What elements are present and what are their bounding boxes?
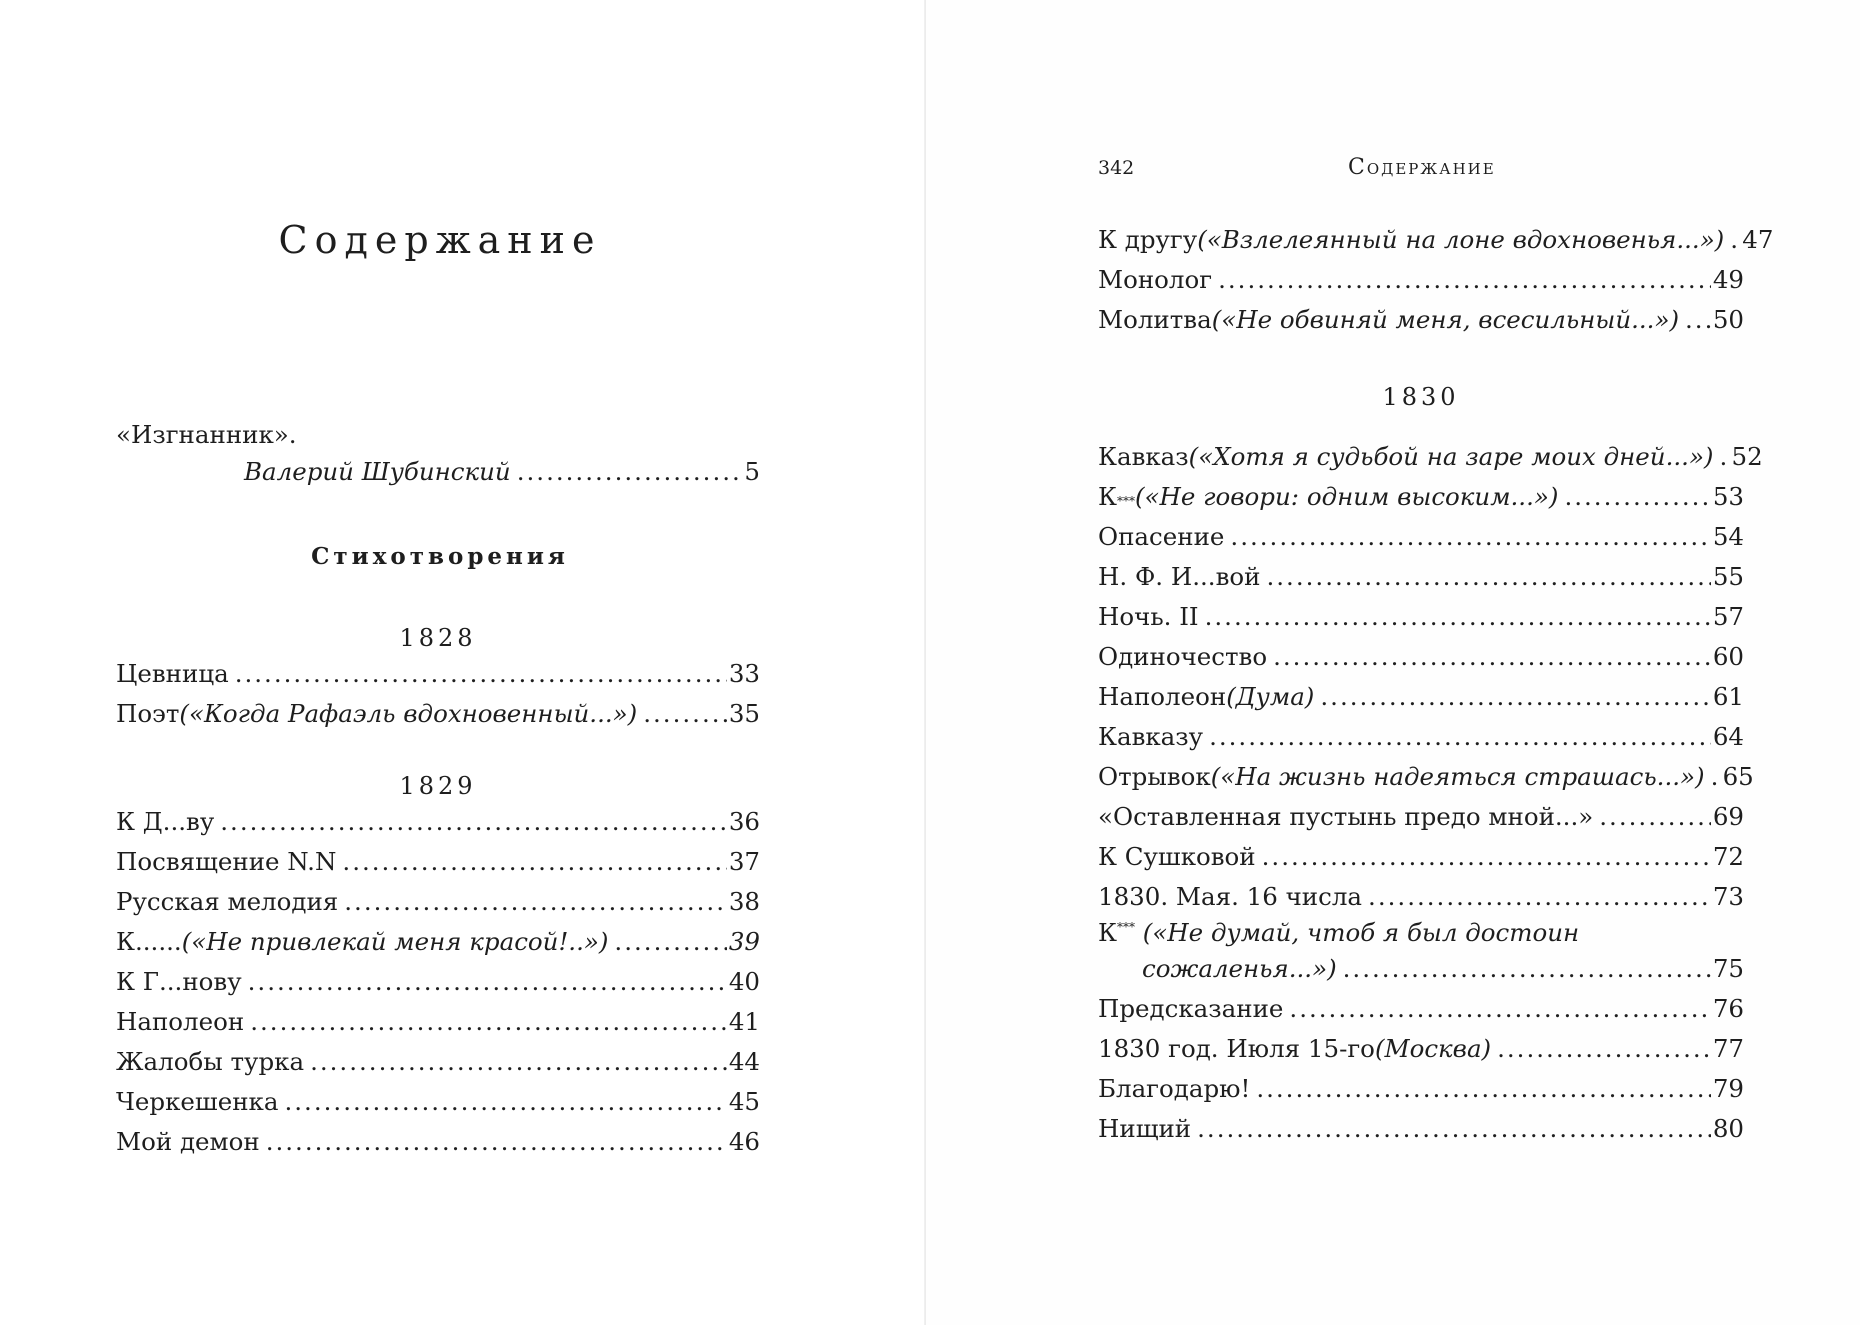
page-number: 44 [728,1047,760,1076]
dot-leader [1273,637,1711,677]
entry-title: К Г...нову [116,967,242,996]
toc-entry[interactable] [1098,837,1744,877]
entry-title: Цевница [116,659,229,688]
dot-leader [1218,260,1711,300]
entry-subtitle: («Взлелеянный на лоне вдохновенья...») [1197,225,1725,254]
toc-group-1829 [116,770,760,1162]
section-heading: Стихотворения [311,543,569,570]
dot-leader [1205,597,1711,637]
entry-title: Одиночество [1098,642,1268,671]
dot-leader [643,694,727,734]
intro-title: «Изгнанник». [116,420,297,449]
page-number: 57 [1712,602,1744,631]
toc-entry[interactable] [116,1042,760,1082]
page-number: 54 [1712,522,1744,551]
toc-entry[interactable] [1098,517,1744,557]
dot-leader [1368,877,1711,917]
dot-leader [1209,717,1711,757]
toc-entry[interactable] [116,1002,760,1042]
entry-title: К [1098,482,1117,511]
dot-leader [248,962,727,1002]
dot-leader [1564,477,1710,517]
page-number: 69 [1712,802,1744,831]
toc-entry[interactable] [1098,757,1754,797]
entry-superscript: *** [1116,920,1135,934]
dot-leader [1711,757,1721,797]
entry-title: К [1098,918,1117,947]
entry-title: Мой демон [116,1127,260,1156]
entry-title: Отрывок [1098,762,1211,791]
entry-subtitle: («Не думай, чтоб я был достоин [1134,918,1580,947]
toc-1829-continued [1098,220,1774,340]
dot-leader [1262,837,1711,877]
toc-entry[interactable] [116,1122,760,1162]
page-number: 37 [728,847,760,876]
dot-leader [1497,1029,1711,1069]
dot-leader [614,922,726,962]
dot-leader [310,1042,727,1082]
entry-title: 1830 год. Июля 15-го [1098,1034,1375,1063]
page-number: 65 [1722,762,1754,791]
running-head-title: Содержание [1348,155,1496,180]
entry-title: Наполеон [1098,682,1227,711]
wrapped-entry-line2 [1098,949,1744,989]
page-number: 53 [1712,482,1744,511]
dot-leader [220,802,727,842]
entry-title: Русская мелодия [116,887,339,916]
toc-entry[interactable] [116,882,760,922]
year-heading: 1830 [1382,383,1460,411]
entry-subtitle: (Москва) [1374,1034,1492,1063]
entry-title: Ночь. II [1098,602,1199,631]
page-number: 75 [1712,954,1744,983]
year-heading: 1829 [399,772,477,800]
entry-title: Опасение [1098,522,1225,551]
entry-title: Н. Ф. И...вой [1098,562,1261,591]
entry-subtitle: («Не привлекай меня красой!..») [181,927,609,956]
dot-leader [517,452,743,492]
entry-title: К другу [1098,225,1198,254]
dot-leader [235,654,727,694]
entry-title: Благодарю! [1098,1074,1251,1103]
page-number: 38 [728,887,760,916]
dot-leader [1289,989,1710,1029]
toc-entry[interactable] [1098,637,1744,677]
dot-leader [1256,1069,1711,1109]
entry-subtitle: («Когда Рафаэль вдохновенный...») [179,699,638,728]
toc-entry[interactable] [1098,989,1744,1029]
page-number: 49 [1712,265,1744,294]
toc-entry[interactable] [1098,877,1744,917]
page-number: 47 [1742,225,1774,254]
entry-title: Наполеон [116,1007,245,1036]
page-number: 60 [1712,642,1744,671]
toc-entry[interactable] [1098,557,1744,597]
page-number: 33 [728,659,760,688]
dot-leader [1685,300,1711,340]
entry-title: Посвящение N.N [116,847,337,876]
year-heading: 1828 [399,624,477,652]
dot-leader [1720,437,1730,477]
page-number: 46 [728,1127,760,1156]
page-number: 79 [1712,1074,1744,1103]
dot-leader [1230,517,1710,557]
entry-subtitle: (Дума) [1226,682,1315,711]
page-number: 39 [728,927,760,956]
page-number: 45 [728,1087,760,1116]
entry-subtitle: («Хотя я судьбой на заре моих дней...») [1188,442,1714,471]
dot-leader [266,1122,727,1162]
entry-subtitle: («Не говори: одним высоким...») [1134,482,1559,511]
toc-entry[interactable] [1098,1109,1744,1149]
toc-entry[interactable] [1098,717,1744,757]
entry-title: Нищий [1098,1114,1192,1143]
entry-title: Черкешенка [116,1087,279,1116]
left-page [0,0,926,1325]
entry-title: Кавказ [1098,442,1189,471]
toc-entry[interactable] [1098,797,1744,837]
entry-title: Предсказание [1098,994,1284,1023]
dot-leader [1320,677,1710,717]
dot-leader [1343,949,1711,989]
page-number: 50 [1712,305,1744,334]
toc-entry[interactable] [116,694,760,734]
entry-title: К Д...ву [116,807,215,836]
year-heading-1830 [1098,381,1744,413]
toc-entry[interactable] [116,1082,760,1122]
entry-title: «Оставленная пустынь предо мной...» [1098,802,1594,831]
page-number: 64 [1712,722,1744,751]
entry-title: К Сушковой [1098,842,1256,871]
entry-title: 1830. Мая. 16 числа [1098,882,1363,911]
toc-entry[interactable] [116,842,760,882]
dot-leader [1197,1109,1711,1149]
toc-entry[interactable] [1098,597,1744,637]
page-number: 52 [1731,442,1763,471]
entry-title: Монолог [1098,265,1213,294]
dot-leader [250,1002,727,1042]
toc-entry[interactable] [116,922,760,962]
toc-entry-wrapped[interactable] [1098,917,1744,989]
page-number: 41 [728,1007,760,1036]
toc-entry[interactable] [1098,1069,1744,1109]
dot-leader [1599,797,1711,837]
page-number: 76 [1712,994,1744,1023]
page-number: 77 [1712,1034,1744,1063]
entry-title: Кавказу [1098,722,1204,751]
dot-leader [1730,220,1740,260]
page-number: 72 [1712,842,1744,871]
toc-entry[interactable] [116,962,760,1002]
intro-author-entry [116,452,760,492]
entry-title: Молитва [1098,305,1212,334]
running-page-number: 342 [1098,157,1135,179]
toc-entry[interactable]: К *** («Не говори: одним высоким...») ..... 53 [1098,477,1744,517]
page-number: 61 [1712,682,1744,711]
entry-subtitle-cont: сожаленья...») [1142,954,1337,983]
page-number: 35 [728,699,760,728]
wrapped-entry-line1 [1098,917,1744,949]
toc-entry[interactable] [116,802,760,842]
intro-entry [116,418,760,492]
entry-subtitle: («На жизнь надеяться страшась...») [1210,762,1705,791]
intro-author: Валерий Шубинский [244,457,511,486]
dot-leader [344,882,727,922]
toc-entry[interactable] [1098,437,1763,477]
toc-entry[interactable] [1098,300,1744,340]
page-number: 73 [1712,882,1744,911]
dot-leader [1266,557,1710,597]
toc-group-1828 [116,622,760,734]
toc-group-1830 [1098,437,1763,1149]
toc-entry[interactable] [1098,260,1744,300]
toc-entry[interactable] [1098,220,1774,260]
entry-subtitle: («Не обвиняй меня, всесильный...») [1211,305,1680,334]
page-number: 40 [728,967,760,996]
entry-title: К...... [116,927,182,956]
toc-entry[interactable] [1098,1029,1744,1069]
page-number: 36 [728,807,760,836]
dot-leader [284,1082,726,1122]
entry-title: Жалобы турка [116,1047,305,1076]
dot-leader [342,842,726,882]
toc-entry[interactable] [1098,677,1744,717]
toc-entry[interactable] [116,654,760,694]
page-number: 5 [744,457,760,486]
page-title: Содержание [278,218,602,262]
entry-title: Поэт [116,699,180,728]
page-number: 80 [1712,1114,1744,1143]
page-number: 55 [1712,562,1744,591]
